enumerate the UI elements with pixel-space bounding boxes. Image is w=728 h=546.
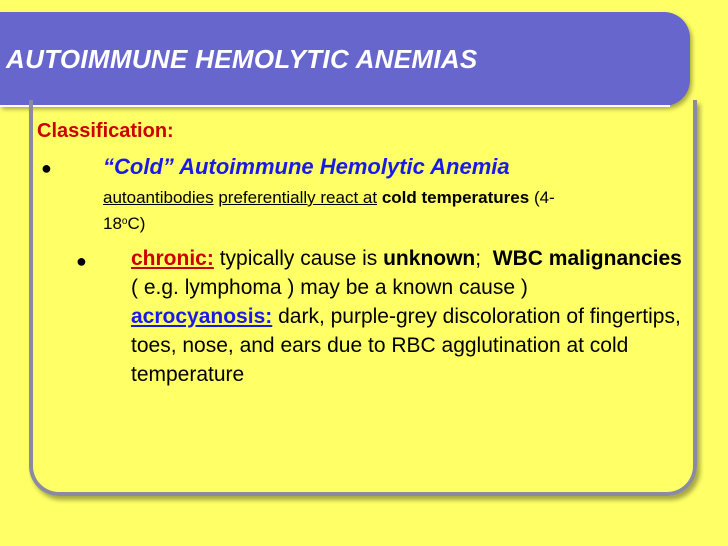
cold-aiha-heading: “Cold” Autoimmune Hemolytic Anemia: [103, 154, 510, 179]
chronic-description: [131, 244, 691, 389]
classification-label: Classification:: [37, 120, 174, 142]
text-typically: typically cause is: [219, 247, 378, 270]
slide-title: AUTOIMMUNE HEMOLYTIC ANEMIAS: [6, 44, 478, 74]
text-discoloration: dark, purple-grey discoloration of fingertips, toes, nose, and ears due to RBC agglutination at cold temperature: [131, 305, 681, 386]
text-chronic: chronic: [131, 247, 207, 270]
bullet-icon: ●: [41, 158, 52, 178]
degree-mark: o: [121, 216, 128, 227]
text-preferentially: preferentially react at: [218, 188, 378, 207]
text-temp-unit: C): [127, 214, 146, 233]
text-cold-temperatures: cold temperatures: [381, 188, 530, 207]
text-acrocyanosis: acrocyanosis:: [131, 305, 273, 328]
text-semicolon: ;: [475, 247, 482, 270]
text-lymphoma: ( e.g. lymphoma ) may be a known cause ): [131, 276, 528, 299]
text-unknown: unknown: [383, 247, 476, 270]
text-wbc-malignancies: WBC malignancies: [492, 247, 682, 270]
text-chronic-colon: :: [206, 247, 214, 270]
cold-aiha-description: [103, 186, 583, 236]
text-autoantibodies: autoantibodies: [103, 188, 214, 207]
text-temp-range: (4-18: [103, 188, 555, 233]
bullet-icon: ●: [76, 251, 87, 271]
